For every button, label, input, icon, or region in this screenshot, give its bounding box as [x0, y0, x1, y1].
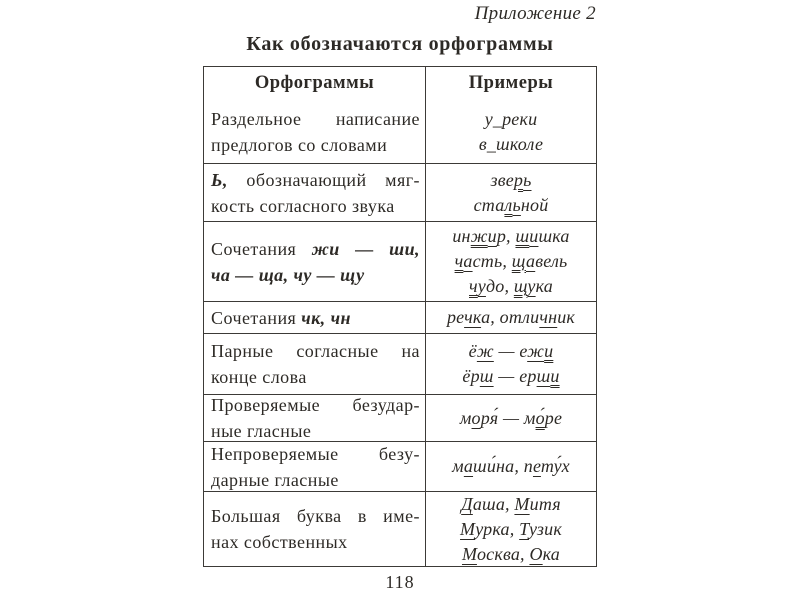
text-segment: р, — [496, 226, 516, 246]
text-segment: ста — [473, 194, 505, 215]
table-header-row — [204, 67, 596, 100]
text-segment: а — [463, 251, 473, 271]
orthogram-line — [211, 262, 420, 288]
text-segment: ш — [536, 366, 551, 386]
examples-cell — [425, 334, 596, 394]
orthogram-line — [211, 106, 420, 132]
text-segment: ь — [512, 194, 521, 215]
column-header-orthograms: Орфограммы — [254, 73, 375, 93]
text-segment: М — [514, 493, 530, 514]
text-segment: Большая буква в име- — [211, 506, 420, 526]
examples-cell — [425, 442, 596, 491]
text-segment: ч — [469, 276, 478, 296]
example-line — [428, 364, 594, 389]
example-line — [428, 339, 594, 364]
text-segment: ж — [470, 226, 488, 246]
text-segment: ря́ — м — [480, 407, 536, 428]
orthogram-line — [211, 503, 420, 529]
text-segment: ной — [520, 194, 549, 215]
appendix-label: Приложение 2 — [474, 3, 596, 24]
orthogram-line — [211, 529, 420, 555]
examples-cell — [425, 222, 596, 301]
text-segment: дарные гласные — [211, 469, 339, 490]
text-segment: и — [544, 341, 554, 361]
orthogram-cell — [204, 164, 425, 221]
text-segment: Ь, — [211, 169, 228, 190]
text-segment: — ер — [493, 366, 537, 386]
text-segment: обозначающий мяг- — [227, 169, 420, 190]
text-segment: М — [461, 543, 477, 564]
text-segment: вель — [535, 251, 568, 271]
text-segment: ш — [479, 366, 494, 386]
text-segment: ка — [535, 276, 553, 296]
text-segment: ик — [557, 307, 576, 327]
orthogram-line — [211, 394, 420, 418]
text-segment: Д — [461, 493, 473, 514]
text-segment: Сочетания — [211, 238, 312, 259]
text-segment: осква, — [476, 543, 530, 564]
example-line — [428, 454, 594, 479]
orthogram-line — [211, 193, 420, 219]
text-segment: ёр — [462, 366, 480, 386]
orthogram-line — [211, 132, 420, 158]
orthogram-cell — [204, 492, 425, 566]
table-row — [204, 221, 596, 301]
table-row — [204, 333, 596, 394]
table-row — [204, 394, 596, 441]
text-segment: ча — ща, чу — щу — [211, 264, 365, 285]
text-segment: — е — [493, 341, 528, 361]
text-segment: чк, чн — [301, 307, 351, 328]
text-segment: а — [526, 251, 536, 271]
orthogram-cell — [204, 395, 425, 441]
example-line — [428, 517, 594, 542]
example-line — [428, 132, 594, 157]
text-segment: р — [513, 169, 524, 190]
orthogram-cell — [204, 334, 425, 394]
text-segment: урка, — [475, 518, 520, 539]
examples-cell — [425, 302, 596, 333]
text-segment: кость согласного звука — [211, 195, 395, 216]
text-segment: у — [477, 276, 486, 296]
text-segment: нах собственных — [211, 532, 348, 552]
text-segment: ш — [515, 226, 530, 246]
text-segment: ё — [468, 341, 477, 361]
example-line — [428, 305, 594, 330]
text-segment: л — [504, 194, 513, 215]
orthogram-cell — [204, 442, 425, 491]
orthogram-cell — [204, 100, 425, 163]
text-segment: а — [463, 456, 474, 476]
text-segment: О — [529, 543, 543, 564]
text-segment: ж — [476, 341, 494, 361]
text-segment: конце слова — [211, 367, 307, 387]
text-segment: аша, — [472, 493, 515, 514]
orthogram-line — [211, 441, 420, 467]
table-row — [204, 301, 596, 333]
example-line — [428, 107, 594, 132]
text-segment: Сочетания — [211, 307, 302, 328]
text-segment: о — [471, 407, 481, 428]
text-segment: ь — [523, 169, 532, 190]
text-segment: м — [452, 456, 464, 476]
text-segment: и — [487, 226, 497, 246]
text-segment: Парные согласные на — [211, 341, 420, 361]
examples-cell — [425, 492, 596, 566]
orthogram-line — [211, 305, 420, 331]
text-segment: предлогов со словами — [211, 134, 388, 155]
text-segment: Раздельное написание — [211, 108, 420, 129]
example-line — [428, 406, 594, 431]
text-segment: ин — [452, 226, 471, 246]
text-segment: сть, — [472, 251, 512, 271]
example-line — [428, 168, 594, 193]
text-segment: Непроверяемые безу- — [211, 443, 420, 464]
orthogram-line — [211, 467, 420, 492]
orthogram-cell — [204, 222, 425, 301]
text-segment: итя — [529, 493, 561, 514]
text-segment: до, — [485, 276, 514, 296]
text-segment: в_школе — [478, 133, 544, 154]
text-segment: чн — [539, 307, 558, 327]
text-segment: ре — [544, 407, 563, 428]
text-segment: ре — [446, 307, 465, 327]
text-segment: Проверяемые безудар- — [211, 395, 420, 415]
text-segment: шка — [538, 226, 570, 246]
text-segment: ка — [542, 543, 561, 564]
text-segment: зве — [490, 169, 514, 190]
example-line — [428, 224, 594, 249]
text-segment: у_реки — [484, 108, 538, 129]
orthogram-table-body — [204, 100, 596, 566]
example-line — [428, 274, 594, 299]
examples-cell — [425, 100, 596, 163]
text-segment: и — [529, 226, 539, 246]
page-number: 118 — [385, 572, 415, 592]
orthogram-line — [211, 418, 420, 441]
text-segment: ж — [527, 341, 545, 361]
examples-cell — [425, 164, 596, 221]
text-segment: щ — [511, 251, 527, 271]
page-title: Как обозначаются орфограммы — [246, 33, 554, 55]
example-line — [428, 193, 594, 218]
table-row — [204, 491, 596, 566]
example-line — [428, 542, 594, 567]
text-segment: м — [459, 407, 472, 428]
text-segment: ные гласные — [211, 421, 312, 441]
text-segment: М — [460, 518, 476, 539]
example-line — [428, 249, 594, 274]
text-segment: щ — [513, 276, 528, 296]
orthogram-line — [211, 236, 420, 262]
text-segment: жи — ши, — [311, 238, 420, 259]
example-line — [428, 492, 594, 517]
table-row — [204, 441, 596, 491]
column-header-examples: Примеры — [425, 67, 596, 100]
examples-cell — [425, 395, 596, 441]
text-segment: у — [527, 276, 536, 296]
orthogram-line — [211, 338, 420, 364]
text-segment: ту́х — [540, 456, 570, 476]
text-segment: узик — [528, 518, 562, 539]
text-segment: е — [532, 456, 541, 476]
table-row — [204, 163, 596, 221]
orthogram-line — [211, 167, 420, 193]
orthogram-line — [211, 364, 420, 390]
text-segment: Т — [519, 518, 529, 539]
text-segment: и — [550, 366, 560, 386]
text-segment: о́ — [535, 407, 545, 428]
orthogram-cell — [204, 302, 425, 333]
text-segment: а, отли — [481, 307, 540, 327]
text-segment: чк — [464, 307, 482, 327]
text-segment: ши́на, п — [473, 456, 533, 476]
table-row — [204, 100, 596, 163]
orthogram-table — [203, 66, 597, 567]
text-segment: ч — [454, 251, 464, 271]
